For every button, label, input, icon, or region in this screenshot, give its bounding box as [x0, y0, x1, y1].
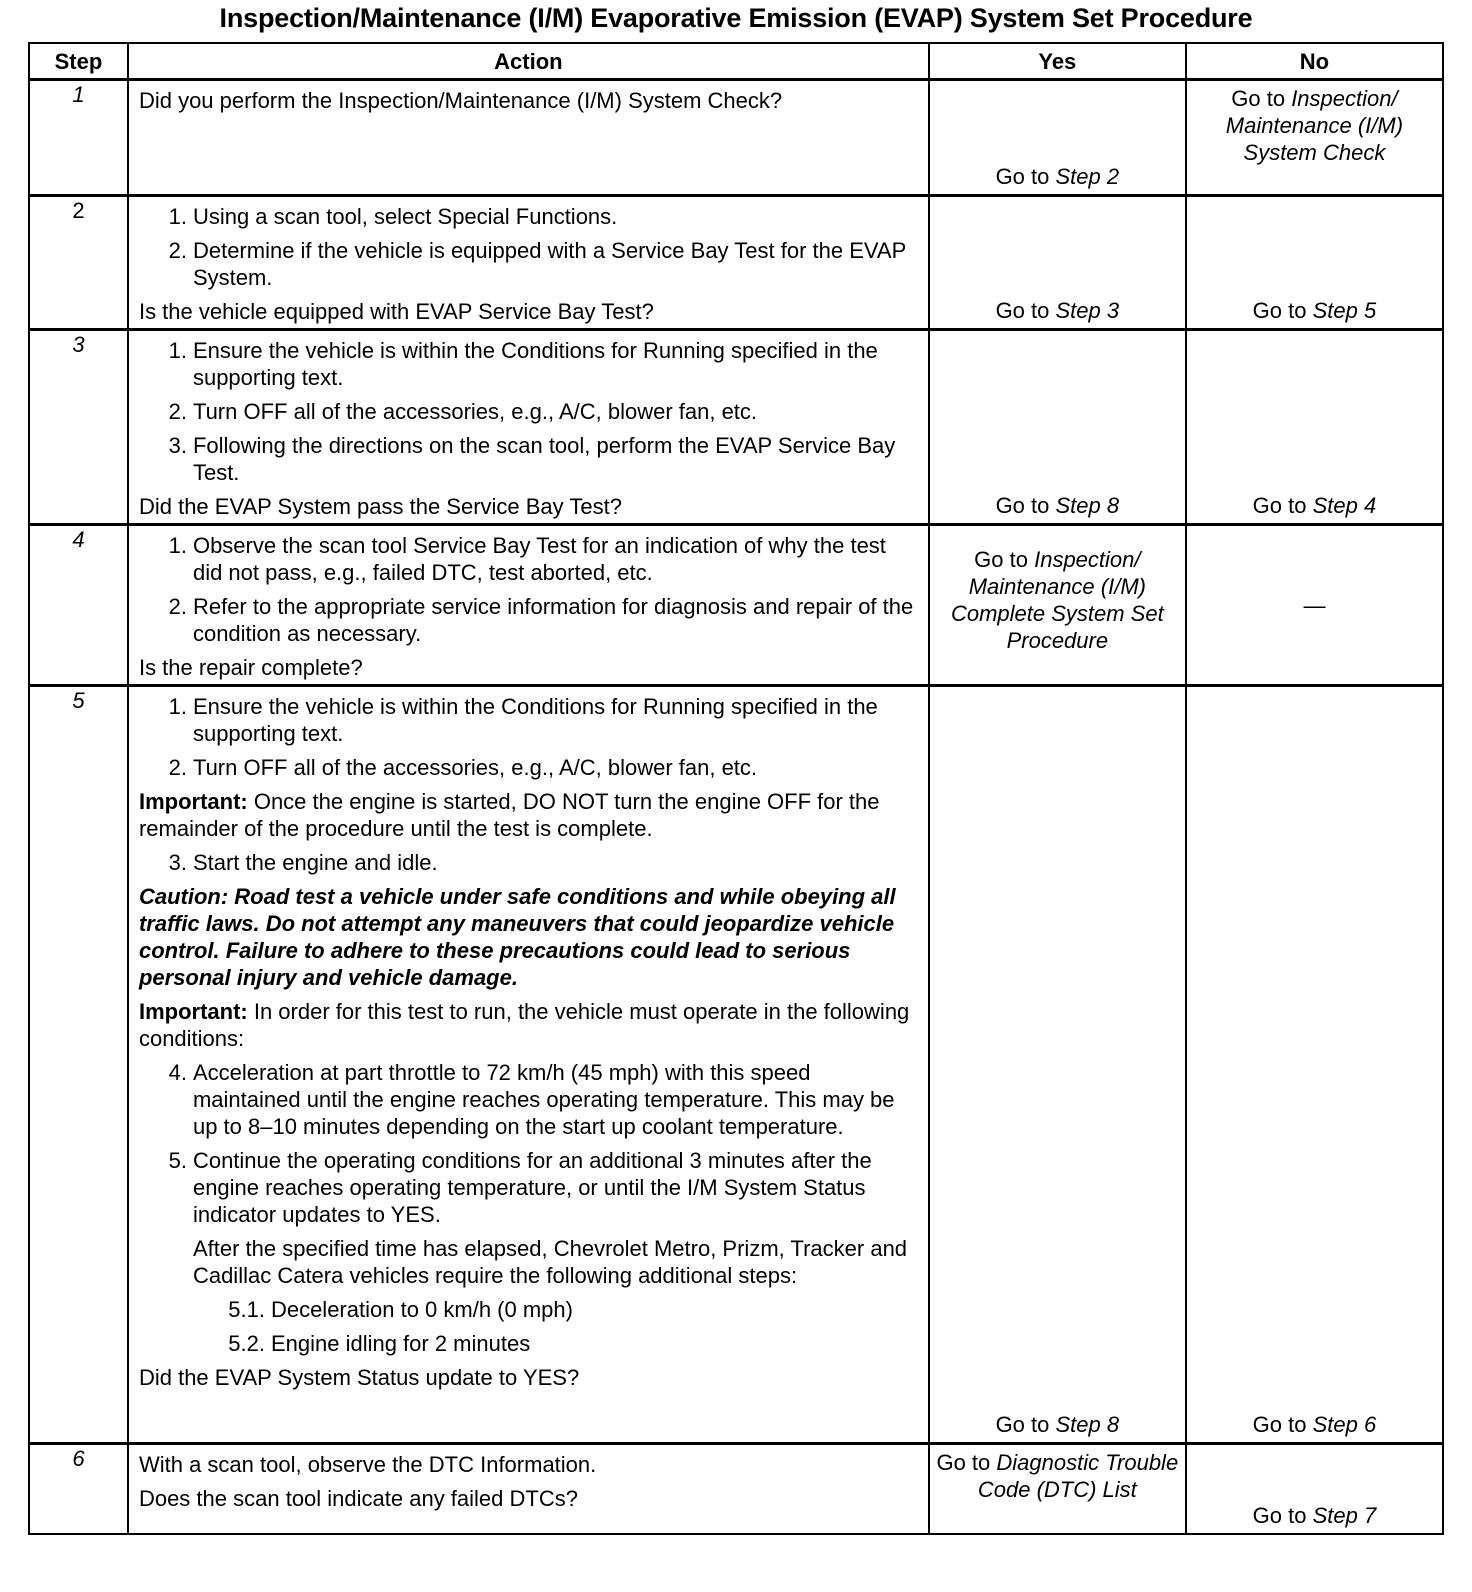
no-result: Go to Step 5 — [1186, 196, 1443, 330]
important-note: Important: In order for this test to run, the vehicle must operate in the following conditions: — [138, 999, 910, 1051]
step-question: Did the EVAP System pass the Service Bay Test? — [138, 494, 622, 519]
step-question: Did you perform the Inspection/Maintenance (I/M) System Check? — [138, 88, 783, 113]
list-item: 1. Ensure the vehicle is within the Conditions for Running specified in the supporting text. — [168, 694, 878, 746]
no-result — [1186, 525, 1443, 686]
step-question: Is the repair complete? — [138, 655, 363, 680]
yes-link[interactable]: Step 8 — [1055, 1412, 1120, 1437]
yes-result: Go to Inspection/ Maintenance (I/M) Complete System Set Procedure — [929, 525, 1186, 686]
yes-prefix: Go to — [995, 164, 1056, 189]
no-result: Go to Step 4 — [1186, 330, 1443, 525]
step-action — [128, 525, 929, 686]
step-number: 6 — [29, 1444, 128, 1534]
header-step: Step — [29, 43, 128, 80]
no-prefix: Go to — [1231, 86, 1292, 111]
list-item: 5.1. Deceleration to 0 km/h (0 mph) — [228, 1297, 573, 1322]
table-row-step-4 — [29, 525, 1443, 686]
step-number: 1 — [29, 80, 128, 196]
step-items — [139, 337, 918, 486]
step-question: Did the EVAP System Status update to YES? — [138, 1365, 580, 1390]
step-items — [139, 693, 918, 781]
step-items — [139, 1059, 918, 1228]
step-number: 5 — [29, 686, 128, 1444]
no-link[interactable]: Step 4 — [1312, 493, 1377, 518]
step-number: 3 — [29, 330, 128, 525]
no-result: Go to Step 6 — [1186, 686, 1443, 1444]
step-action — [128, 686, 929, 1444]
after-note: After the specified time has elapsed, Chevrolet Metro, Prizm, Tracker and Cadillac Catera vehicles require the following additional steps: — [192, 1236, 908, 1288]
yes-result: Go to Step 8 — [929, 686, 1186, 1444]
step-question: Is the vehicle equipped with EVAP Service Bay Test? — [138, 299, 654, 324]
sub-items — [139, 1296, 918, 1357]
step-action — [128, 196, 929, 330]
list-item: 2. Refer to the appropriate service information for diagnosis and repair of the condition as necessary. — [168, 594, 914, 646]
yes-link[interactable]: Step 3 — [1055, 298, 1120, 323]
yes-result — [929, 80, 1186, 196]
list-item: 5.2. Engine idling for 2 minutes — [228, 1331, 531, 1356]
list-item: 1. Using a scan tool, select Special Functions. — [168, 204, 618, 229]
step-number: 2 — [29, 196, 128, 330]
table-row-step-1 — [29, 80, 1443, 196]
list-item: 3. Following the directions on the scan tool, perform the EVAP Service Bay Test. — [168, 433, 896, 485]
yes-link[interactable]: Step 2 — [1055, 164, 1120, 189]
step-items — [139, 532, 918, 647]
no-link[interactable]: Step 6 — [1312, 1412, 1377, 1437]
no-link[interactable]: Step 7 — [1312, 1502, 1377, 1528]
yes-link[interactable]: Step 8 — [1055, 493, 1120, 518]
list-item: 1. Ensure the vehicle is within the Conditions for Running specified in the supporting text. — [168, 338, 878, 390]
list-item: 1. Observe the scan tool Service Bay Test for an indication of why the test did not pass, e.g., failed DTC, test aborted, etc. — [168, 533, 886, 585]
page-title: Inspection/Maintenance (I/M) Evaporative Emission (EVAP) System Set Procedure — [219, 3, 1253, 33]
action-line: With a scan tool, observe the DTC Information. — [138, 1452, 597, 1477]
yes-result: Go to Diagnostic Trouble Code (DTC) List — [929, 1444, 1186, 1534]
table-header-row — [29, 43, 1443, 80]
step-number: 4 — [29, 525, 128, 686]
yes-link[interactable]: Diagnostic Trouble Code (DTC) List — [977, 1450, 1179, 1502]
table-row-step-2 — [29, 196, 1443, 330]
step-action — [128, 80, 929, 196]
step-items — [139, 203, 918, 291]
table-row-step-5 — [29, 686, 1443, 1444]
step-action — [128, 330, 929, 525]
list-item: 5. Continue the operating conditions for an additional 3 minutes after the engine reaches operating temperature, or until the I/M System Status indicator updates to YES. — [168, 1148, 872, 1227]
yes-link[interactable]: Inspection/ Maintenance (I/M) Complete System Set Procedure — [950, 547, 1164, 653]
no-result: Go to Step 7 — [1186, 1444, 1443, 1534]
caution-note: Caution: Road test a vehicle under safe conditions and while obeying all traffic laws. Do not attempt any maneuvers that could jeopardize vehicle control. Failure to adhere to these precautions could lead to serious personal injury and vehicle damage. — [138, 884, 896, 990]
no-result — [1186, 80, 1443, 196]
header-no: No — [1186, 43, 1443, 80]
list-item: 3. Start the engine and idle. — [168, 850, 438, 875]
list-item: 2. Turn OFF all of the accessories, e.g., A/C, blower fan, etc. — [168, 399, 758, 424]
header-action: Action — [128, 43, 929, 80]
list-item: 4. Acceleration at part throttle to 72 km/h (45 mph) with this speed maintained until the engine reaches operating temperature. This may be up to 8–10 minutes depending on the start up coolant temperature. — [168, 1060, 895, 1139]
step-question: Does the scan tool indicate any failed DTCs? — [138, 1486, 578, 1511]
header-yes: Yes — [929, 43, 1186, 80]
no-link[interactable]: Step 5 — [1312, 298, 1377, 323]
no-dash: — — [1303, 592, 1326, 618]
procedure-table — [28, 42, 1444, 1535]
list-item: 2. Turn OFF all of the accessories, e.g., A/C, blower fan, etc. — [168, 755, 758, 780]
step-action — [128, 1444, 929, 1534]
important-note: Important: Once the engine is started, DO NOT turn the engine OFF for the remainder of the procedure until the test is complete. — [138, 789, 880, 841]
no-link[interactable]: Inspection/ Maintenance (I/M) System Check — [1225, 86, 1404, 165]
table-row-step-6 — [29, 1444, 1443, 1534]
yes-result: Go to Step 8 — [929, 330, 1186, 525]
table-row-step-3 — [29, 330, 1443, 525]
step-items — [139, 849, 918, 876]
yes-result: Go to Step 3 — [929, 196, 1186, 330]
list-item: 2. Determine if the vehicle is equipped with a Service Bay Test for the EVAP System. — [168, 238, 906, 290]
